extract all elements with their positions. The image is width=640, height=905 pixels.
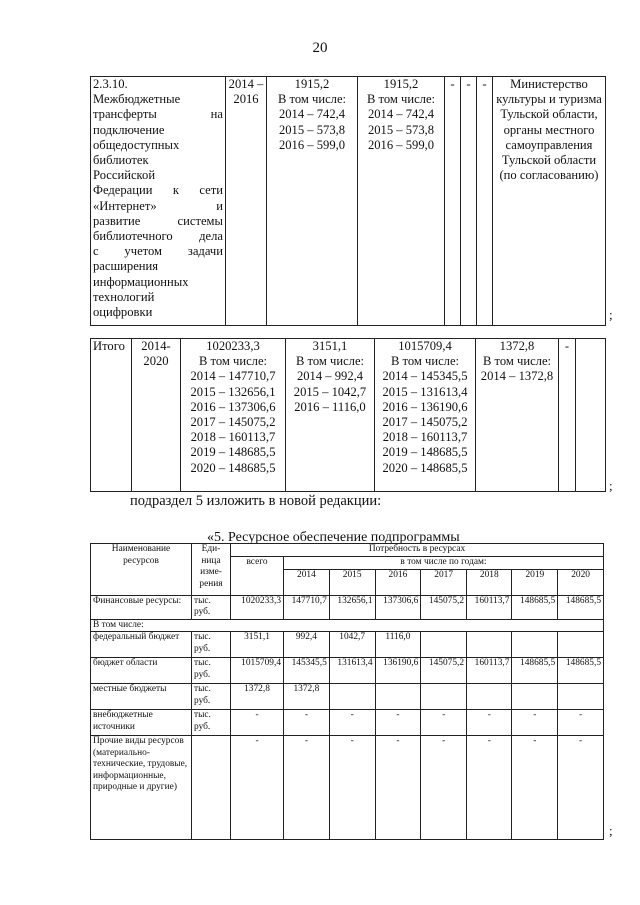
row-value-cell: 148685,5	[558, 595, 604, 619]
executor-line: самоуправления	[505, 137, 593, 152]
measure-name-line: оцифровки	[93, 305, 153, 320]
executor-line: Тульской области	[501, 153, 597, 168]
measure-name-line: технологий	[93, 289, 155, 304]
row-unit-cell	[192, 736, 231, 840]
row-name-cell: федеральный бюджет	[91, 632, 192, 658]
dash-cell: -	[559, 339, 576, 492]
row-total-cell: 1372,8	[231, 684, 284, 710]
years-line: 2014-	[141, 339, 171, 353]
row-name-cell: бюджет области	[91, 658, 192, 684]
measure-name-cell	[91, 77, 226, 326]
row-unit-cell: тыс. руб.	[192, 658, 231, 684]
regional-line: 2016 – 136190,6	[382, 399, 468, 414]
row-value-cell	[558, 684, 604, 710]
table-row	[91, 684, 604, 710]
row-value-cell	[421, 632, 467, 658]
federal-line: 2014 – 992,4	[296, 369, 364, 384]
regional-cell	[375, 339, 476, 492]
row-total-cell: 3151,1	[231, 632, 284, 658]
table-row	[91, 658, 604, 684]
row-value-cell: 145075,2	[421, 595, 467, 619]
header-name-cell: Наименование ресурсов	[91, 544, 192, 596]
table-row	[91, 632, 604, 658]
dash-cell: -	[461, 77, 477, 326]
total-line: 2016 – 599,0	[278, 137, 346, 152]
regional-line: 2015 – 573,8	[367, 122, 435, 137]
end-semicolon: ;	[609, 307, 613, 322]
row-value-cell	[467, 684, 512, 710]
total-line: 2019 – 148685,5	[190, 445, 276, 460]
row-name-cell: Прочие виды ресурсов (материально-технические, трудовые, информационные, природные и другие)	[91, 736, 192, 840]
dash-cell: -	[445, 77, 461, 326]
row-value-cell: 131613,4	[329, 658, 375, 684]
executor-line: Тульской области,	[500, 107, 598, 122]
row-unit-cell: тыс. руб.	[192, 710, 231, 736]
total-line: 2016 – 137306,6	[190, 399, 276, 414]
row-value-cell: 136190,6	[375, 658, 421, 684]
total-line: В том числе:	[198, 354, 268, 369]
table-row	[91, 710, 604, 736]
executor-cell	[493, 77, 606, 326]
row-value-cell: -	[512, 710, 558, 736]
total-line: 2014 – 742,4	[278, 107, 346, 122]
measure-name-line: библиотек	[93, 153, 149, 168]
row-total-cell: -	[231, 736, 284, 840]
header-year-cell: 2014	[284, 569, 330, 595]
measure-name-line: общедоступных	[93, 137, 180, 152]
regional-cell	[358, 77, 445, 326]
executor-line: культуры и туризма	[496, 92, 602, 107]
row-value-cell: -	[284, 736, 330, 840]
regional-line: 2014 – 145345,5	[382, 369, 468, 384]
federal-line: В том числе:	[295, 354, 365, 369]
end-semicolon: ;	[609, 823, 613, 838]
total-line: 2020 – 148685,5	[190, 460, 276, 475]
header-total-cell: всего	[231, 557, 284, 596]
total-line: 2015 – 573,8	[278, 122, 346, 137]
total-line: 1020233,3	[206, 339, 260, 353]
header-year-cell: 2017	[421, 569, 467, 595]
measure-name-line: с учетом задачи	[93, 244, 223, 259]
row-value-cell: 160113,7	[467, 595, 512, 619]
row-total-cell: 1015709,4	[231, 658, 284, 684]
row-value-cell	[329, 684, 375, 710]
row-name-cell: Финансовые ресурсы:	[91, 595, 192, 619]
local-line: В том числе:	[482, 354, 552, 369]
measure-name-line: подключение	[93, 122, 165, 137]
row-value-cell: -	[375, 710, 421, 736]
row-value-cell: 148685,5	[512, 595, 558, 619]
row-value-cell: -	[421, 710, 467, 736]
local-line: 1372,8	[499, 339, 535, 353]
row-value-cell: -	[284, 710, 330, 736]
row-value-cell: -	[467, 736, 512, 840]
resources-table	[90, 543, 604, 840]
measure-name-line: трансферты на	[93, 107, 223, 122]
row-value-cell: -	[558, 736, 604, 840]
row-value-cell: 1372,8	[284, 684, 330, 710]
header-year-cell: 2016	[375, 569, 421, 595]
measure-name-line: Межбюджетные	[93, 92, 181, 107]
measure-name-line: информационных	[93, 274, 189, 289]
regional-line: В том числе:	[390, 354, 460, 369]
measure-name-line: «Интернет» и	[93, 198, 223, 213]
row-value-cell: 148685,5	[512, 658, 558, 684]
executor-line: органы местного	[503, 122, 595, 137]
row-name-cell: внебюджетные источники	[91, 710, 192, 736]
table-header-row	[91, 544, 604, 557]
regional-line: 2016 – 599,0	[367, 137, 435, 152]
row-value-cell	[421, 684, 467, 710]
regional-line: 2017 – 145075,2	[382, 415, 468, 430]
row-unit-cell: тыс. руб.	[192, 684, 231, 710]
header-year-cell: 2019	[512, 569, 558, 595]
measure-name-line: развитие системы	[93, 213, 223, 228]
measure-name-line: Федерации к сети	[93, 183, 223, 198]
row-value-cell: -	[421, 736, 467, 840]
row-value-cell: 147710,7	[284, 595, 330, 619]
total-cell	[181, 339, 286, 492]
total-label-cell: Итого	[91, 339, 132, 492]
federal-cell	[286, 339, 375, 492]
total-line: 2015 – 132656,1	[190, 384, 276, 399]
row-value-cell: -	[558, 710, 604, 736]
section-heading: «5. Ресурсное обеспечение подпрограммы	[207, 530, 460, 545]
federal-line: 2015 – 1042,7	[293, 384, 367, 399]
local-cell	[476, 339, 559, 492]
row-value-cell: -	[467, 710, 512, 736]
row-value-cell: 145345,5	[284, 658, 330, 684]
row-unit-cell: тыс. руб.	[192, 595, 231, 619]
page-number: 20	[312, 40, 328, 56]
regional-line: 2019 – 148685,5	[382, 445, 468, 460]
table-row	[91, 736, 604, 840]
table-row	[91, 339, 606, 492]
header-by-years-cell: в том числе по годам:	[284, 557, 604, 570]
row-value-cell	[375, 684, 421, 710]
row-value-cell: 137306,6	[375, 595, 421, 619]
row-value-cell: 132656,1	[329, 595, 375, 619]
total-line: 1915,2	[294, 77, 330, 91]
measure-name-line: расширения	[93, 259, 159, 274]
paragraph-text: подраздел 5 изложить в новой редакции:	[130, 493, 382, 509]
header-year-cell: 2018	[467, 569, 512, 595]
regional-line: 1915,2	[383, 77, 419, 91]
total-line: В том числе:	[277, 92, 347, 107]
table-row	[91, 77, 606, 326]
years-cell	[132, 339, 181, 492]
executor-line: Министерство	[510, 77, 588, 91]
executor-line: (по согласованию)	[499, 168, 599, 183]
measure-name-line: Российской	[93, 168, 156, 183]
row-value-cell: 160113,7	[467, 658, 512, 684]
row-value-cell: 148685,5	[558, 658, 604, 684]
regional-line: В том числе:	[366, 92, 436, 107]
regional-line: 2018 – 160113,7	[382, 430, 468, 445]
regional-line: 2015 – 131613,4	[382, 384, 468, 399]
header-year-cell: 2020	[558, 569, 604, 595]
empty-cell	[576, 339, 606, 492]
row-value-cell	[512, 632, 558, 658]
row-value-cell: -	[329, 710, 375, 736]
total-cell	[267, 77, 358, 326]
row-value-cell	[467, 632, 512, 658]
total-line: 2017 – 145075,2	[190, 415, 276, 430]
measure-name-line: 2.3.10.	[93, 77, 128, 91]
total-table	[90, 338, 606, 492]
federal-line: 2016 – 1116,0	[294, 399, 366, 414]
total-line: 2014 – 147710,7	[190, 369, 276, 384]
row-value-cell: 1042,7	[329, 632, 375, 658]
regional-line: 2020 – 148685,5	[382, 460, 468, 475]
local-line: 2014 – 1372,8	[480, 369, 554, 384]
total-line: 2018 – 160113,7	[190, 430, 276, 445]
regional-line: 1015709,4	[398, 339, 452, 353]
row-value-cell: 1116,0	[375, 632, 421, 658]
row-value-cell: 145075,2	[421, 658, 467, 684]
years-cell	[226, 77, 267, 326]
row-name-cell: местные бюджеты	[91, 684, 192, 710]
row-value-cell: -	[375, 736, 421, 840]
table-row	[91, 619, 604, 632]
header-unit-cell: Еди-ница изме-рения	[192, 544, 231, 596]
years-line: 2020	[143, 354, 169, 369]
measure-2310-table	[90, 76, 606, 326]
row-value-cell: -	[329, 736, 375, 840]
row-name-cell: В том числе:	[91, 619, 604, 632]
header-year-cell: 2015	[329, 569, 375, 595]
row-value-cell: -	[512, 736, 558, 840]
federal-line: 3151,1	[312, 339, 348, 353]
end-semicolon: ;	[609, 478, 613, 493]
row-value-cell: 992,4	[284, 632, 330, 658]
row-total-cell: -	[231, 710, 284, 736]
years-line: 2014 –	[228, 77, 264, 91]
dash-cell: -	[477, 77, 493, 326]
row-unit-cell: тыс. руб.	[192, 632, 231, 658]
table-row	[91, 595, 604, 619]
row-value-cell	[512, 684, 558, 710]
header-need-cell: Потребность в ресурсах	[231, 544, 604, 557]
regional-line: 2014 – 742,4	[367, 107, 435, 122]
years-line: 2016	[233, 92, 259, 107]
measure-name-line: библиотечного дела	[93, 229, 223, 244]
row-total-cell: 1020233,3	[231, 595, 284, 619]
row-value-cell	[558, 632, 604, 658]
